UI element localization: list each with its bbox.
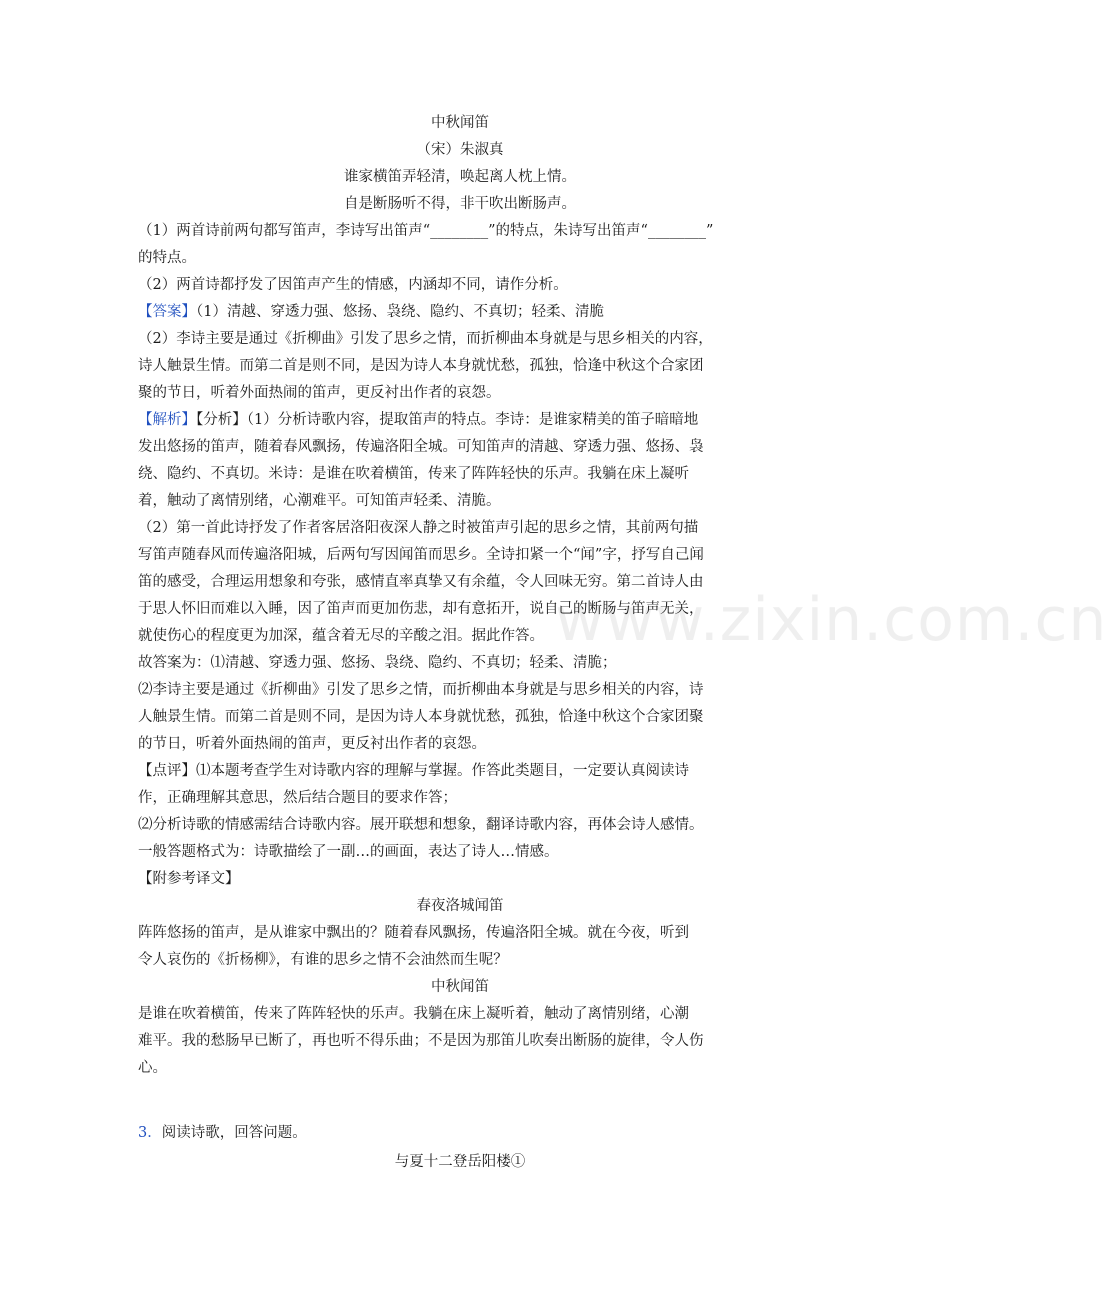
comment-line: 一般答题格式为：诗歌描绘了一副…的画面，表达了诗人…情感。 [138,844,559,860]
translation-title: 中秋闻笛 [431,979,489,995]
analysis-line: 就使伤心的程度更为加深，蕴含着无尽的辛酸之泪。据此作答。 [138,628,544,644]
analysis-line: 的节日，听着外面热闹的笛声，更反衬出作者的哀怨。 [138,736,486,752]
translation-header: 【附参考译文】 [138,871,240,887]
translation-line: 阵阵悠扬的笛声，是从谁家中飘出的？随着春风飘扬，传遍洛阳全城。就在今夜，听到 [138,925,689,941]
analysis-line: 于思人怀旧而难以入睡，因了笛声而更加伤悲，却有意拓开，说自己的断肠与笛声无关， [138,601,704,617]
analysis-tag: 【解析】 [138,412,196,428]
comment-line: ⑵分析诗歌的情感需结合诗歌内容。展开联想和想象，翻译诗歌内容，再体会诗人感情。 [138,817,704,833]
analysis-line: 故答案为：⑴清越、穿透力强、悠扬、袅绕、隐约、不真切；轻柔、清脆； [138,655,617,671]
question-1-cont: 的特点。 [138,250,196,266]
analysis-line: 笛的感受，合理运用想象和夸张，感情直率真挚又有余蕴，令人回味无穷。第二首诗人由 [138,574,704,590]
analysis-line: 人触景生情。而第二首是则不同，是因为诗人本身就忧愁，孤独，恰逢中秋这个合家团聚 [138,709,704,725]
analysis-line: 绕、隐约、不真切。米诗：是谁在吹着横笛，传来了阵阵轻快的乐声。我躺在床上凝听 [138,466,689,482]
analysis-text: 【分析】（1）分析诗歌内容，提取笛声的特点。李诗：是谁家精美的笛子暗暗地 [196,412,699,428]
poem-line: 自是断肠听不得，非干吹出断肠声。 [344,196,576,212]
translation-line: 难平。我的愁肠早已断了，再也听不得乐曲；不是因为那笛儿吹奏出断肠的旋律，令人伤 [138,1033,704,1049]
translation-line: 是谁在吹着横笛，传来了阵阵轻快的乐声。我躺在床上凝听着，触动了离情别绪，心潮 [138,1006,689,1022]
poem-author: （宋）朱淑真 [416,142,504,158]
poem-title: 与夏十二登岳阳楼① [394,1154,526,1170]
question-3 [138,1122,786,1144]
question-prompt: 阅读诗歌，回答问题。 [161,1125,307,1141]
analysis-line: 发出悠扬的笛声，随着春风飘扬，传遍洛阳全城。可知笛声的清越、穿透力强、悠扬、袅 [138,439,704,455]
poem-line: 谁家横笛弄轻清，唤起离人枕上情。 [344,169,576,185]
analysis-line: 着，触动了离情别绪，心潮难平。可知笛声轻柔、清脆。 [138,493,501,509]
analysis-line: ⑵李诗主要是通过《折柳曲》引发了思乡之情，而折柳曲本身就是与思乡相关的内容，诗 [138,682,704,698]
translation-title: 春夜洛城闻笛 [416,898,504,914]
poem-title: 中秋闻笛 [431,115,489,131]
watermark: www.zixin.com.cn [555,585,1107,655]
answer-tag: 【答案】 [138,304,196,320]
answer-line: 诗人触景生情。而第二首是则不同，是因为诗人本身就忧愁，孤独，恰逢中秋这个合家团 [138,358,704,374]
translation-line: 心。 [138,1060,167,1076]
question-1: （1）两首诗前两句都写笛声，李诗写出笛声“________”的特点，朱诗写出笛声“________” [138,223,714,239]
comment-line: 作，正确理解其意思，然后结合题目的要求作答； [138,790,457,806]
comment-line: 【点评】⑴本题考查学生对诗歌内容的理解与掌握。作答此类题目，一定要认真阅读诗 [138,763,689,779]
analysis-line [138,409,786,431]
answer-line: （2）李诗主要是通过《折柳曲》引发了思乡之情，而折柳曲本身就是与思乡相关的内容， [138,331,713,347]
translation-line: 令人哀伤的《折杨柳》，有谁的思乡之情不会油然而生呢？ [138,952,508,968]
answer-line [138,301,786,323]
question-number: 3． [138,1125,162,1141]
analysis-line: 写笛声随春风而传遍洛阳城，后两句写因闻笛而思乡。全诗扣紧一个“闻”字，抒写自己闻 [138,547,704,563]
answer-text: （1）清越、穿透力强、悠扬、袅绕、隐约、不真切；轻柔、清脆 [196,304,604,320]
answer-line: 聚的节日，听着外面热闹的笛声，更反衬出作者的哀怨。 [138,385,501,401]
analysis-line: （2）第一首此诗抒发了作者客居洛阳夜深人静之时被笛声引起的思乡之情，其前两句描 [138,520,699,536]
question-2: （2）两首诗都抒发了因笛声产生的情感，内涵却不同，请作分析。 [138,277,568,293]
